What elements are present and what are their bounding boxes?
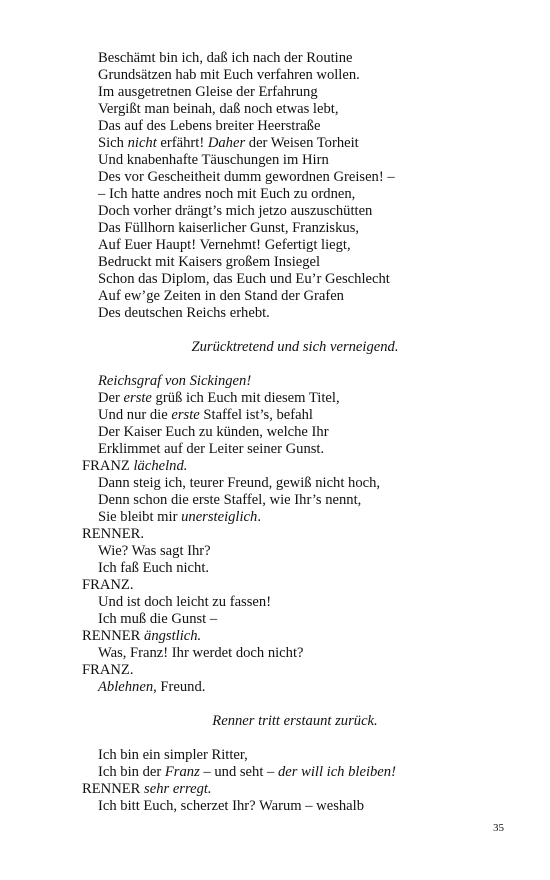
text-segment: Auf ew’ge Zeiten in den Stand der Grafen xyxy=(98,288,344,304)
speaker-line xyxy=(82,662,134,679)
text-segment: Und knabenhafte Täuschungen im Hirn xyxy=(98,152,329,168)
verse-line xyxy=(98,390,340,407)
text-segment: . xyxy=(257,509,261,525)
text-segment: – Ich hatte andres noch mit Euch zu ordnen, xyxy=(98,186,356,202)
text-segment: Erklimmet auf der Leiter seiner Gunst. xyxy=(98,441,325,457)
text-segment: Im ausgetretnen Gleise der Erfahrung xyxy=(98,84,318,100)
text-segment: Des deutschen Reichs erhebt. xyxy=(98,305,270,321)
italic-segment: Ablehnen xyxy=(98,679,154,695)
italic-segment: erste xyxy=(171,407,200,423)
italic-segment: Renner tritt erstaunt zurück. xyxy=(212,713,378,729)
verse-line xyxy=(98,169,395,186)
text-segment: Ich bitt Euch, scherzet Ihr? Warum – weshalb xyxy=(98,798,365,814)
verse-line xyxy=(98,186,355,203)
text-segment: Ich bin ein simpler Ritter, xyxy=(98,747,248,763)
verse-line xyxy=(98,373,251,390)
italic-segment: ängstlich. xyxy=(144,628,202,644)
text-segment: Des vor Gescheitheit dumm gewordnen Greisen! – xyxy=(98,169,395,185)
verse-line xyxy=(98,560,209,577)
verse-line xyxy=(98,407,313,424)
speaker-line xyxy=(82,781,212,798)
italic-segment: nicht xyxy=(127,135,157,151)
page-number: 35 xyxy=(493,822,504,834)
verse-line xyxy=(98,594,271,611)
verse-line xyxy=(98,237,351,254)
text-segment: Beschämt bin ich, daß ich nach der Routine xyxy=(98,50,353,66)
text-segment: Und ist doch leicht zu fassen! xyxy=(98,594,272,610)
verse-line xyxy=(98,747,248,764)
speaker-line xyxy=(82,458,187,475)
text-segment: Das Füllhorn kaiserlicher Gunst, Franziskus, xyxy=(98,220,360,236)
text-segment: Vergißt man beinah, daß noch etwas lebt, xyxy=(98,101,339,117)
verse-line xyxy=(98,101,338,118)
italic-segment: sehr erregt. xyxy=(144,781,212,797)
text-segment: Denn schon die erste Staffel, wie Ihr’s nennt, xyxy=(98,492,362,508)
text-segment: FRANZ xyxy=(82,458,134,474)
verse-line xyxy=(98,679,205,696)
text-segment: Ich bin der xyxy=(98,764,165,780)
text-segment: Grundsätzen hab mit Euch verfahren wollen. xyxy=(98,67,360,83)
verse-line xyxy=(98,441,324,458)
text-segment: Und nur die xyxy=(98,407,172,423)
text-segment: Ich faß Euch nicht. xyxy=(98,560,210,576)
text-segment: RENNER xyxy=(82,628,145,644)
text-segment: Wie? Was sagt Ihr? xyxy=(98,543,211,559)
italic-segment: der will ich bleiben! xyxy=(278,764,396,780)
speaker-line xyxy=(82,628,201,645)
speaker-line xyxy=(82,526,144,543)
verse-line xyxy=(98,203,372,220)
verse-line xyxy=(98,84,318,101)
italic-segment: Reichsgraf von Sickingen! xyxy=(98,373,252,389)
verse-line xyxy=(98,645,304,662)
verse-line xyxy=(98,798,364,815)
verse-line xyxy=(98,135,359,152)
verse-line xyxy=(98,152,329,169)
text-segment: Sie bleibt mir xyxy=(98,509,182,525)
verse-line xyxy=(98,509,261,526)
text-segment: RENNER. xyxy=(82,526,145,542)
verse-line xyxy=(98,611,217,628)
text-segment: Der xyxy=(98,390,124,406)
text-segment: , Freund. xyxy=(153,679,206,695)
verse-line xyxy=(98,254,320,271)
text-segment: Schon das Diplom, das Euch und Eu’r Geschlecht xyxy=(98,271,390,287)
text-segment: Was, Franz! Ihr werdet doch nicht? xyxy=(98,645,304,661)
text-segment: Das auf des Lebens breiter Heerstraße xyxy=(98,118,321,134)
text-segment: erfährt! xyxy=(156,135,208,151)
text-segment: grüß ich Euch mit diesem Titel, xyxy=(151,390,340,406)
text-segment: der Weisen Torheit xyxy=(245,135,359,151)
text-segment: FRANZ. xyxy=(82,662,134,678)
verse-line xyxy=(98,50,353,67)
stage-direction xyxy=(0,339,550,356)
text-segment: Ich muß die Gunst – xyxy=(98,611,218,627)
verse-line xyxy=(98,288,344,305)
italic-segment: lächelnd. xyxy=(133,458,188,474)
text-segment: Doch vorher drängt’s mich jetzo auszuschütten xyxy=(98,203,373,219)
text-segment: FRANZ. xyxy=(82,577,134,593)
italic-segment: Daher xyxy=(207,135,246,151)
text-segment: Der Kaiser Euch zu künden, welche Ihr xyxy=(98,424,329,440)
text-segment: Bedruckt mit Kaisers großem Insiegel xyxy=(98,254,321,270)
verse-line xyxy=(98,492,361,509)
verse-line xyxy=(98,220,359,237)
stage-direction xyxy=(0,713,550,730)
italic-segment: unersteiglich xyxy=(181,509,258,525)
verse-line xyxy=(98,543,211,560)
verse-line xyxy=(98,305,270,322)
verse-line xyxy=(98,271,390,288)
verse-line xyxy=(98,475,380,492)
text-segment: RENNER xyxy=(82,781,145,797)
text-segment: Dann steig ich, teurer Freund, gewiß nicht hoch, xyxy=(98,475,381,491)
italic-segment: Franz xyxy=(164,764,200,780)
text-segment: – und seht – xyxy=(199,764,278,780)
verse-line xyxy=(98,118,320,135)
verse-line xyxy=(98,67,360,84)
text-segment: Staffel ist’s, befahl xyxy=(199,407,313,423)
speaker-line xyxy=(82,577,134,594)
italic-segment: erste xyxy=(123,390,152,406)
italic-segment: Zurücktretend und sich verneigend. xyxy=(191,339,399,355)
text-segment: Auf Euer Haupt! Vernehmt! Gefertigt liegt, xyxy=(98,237,351,253)
text-segment: Sich xyxy=(98,135,128,151)
verse-line xyxy=(98,424,329,441)
verse-line xyxy=(98,764,396,781)
